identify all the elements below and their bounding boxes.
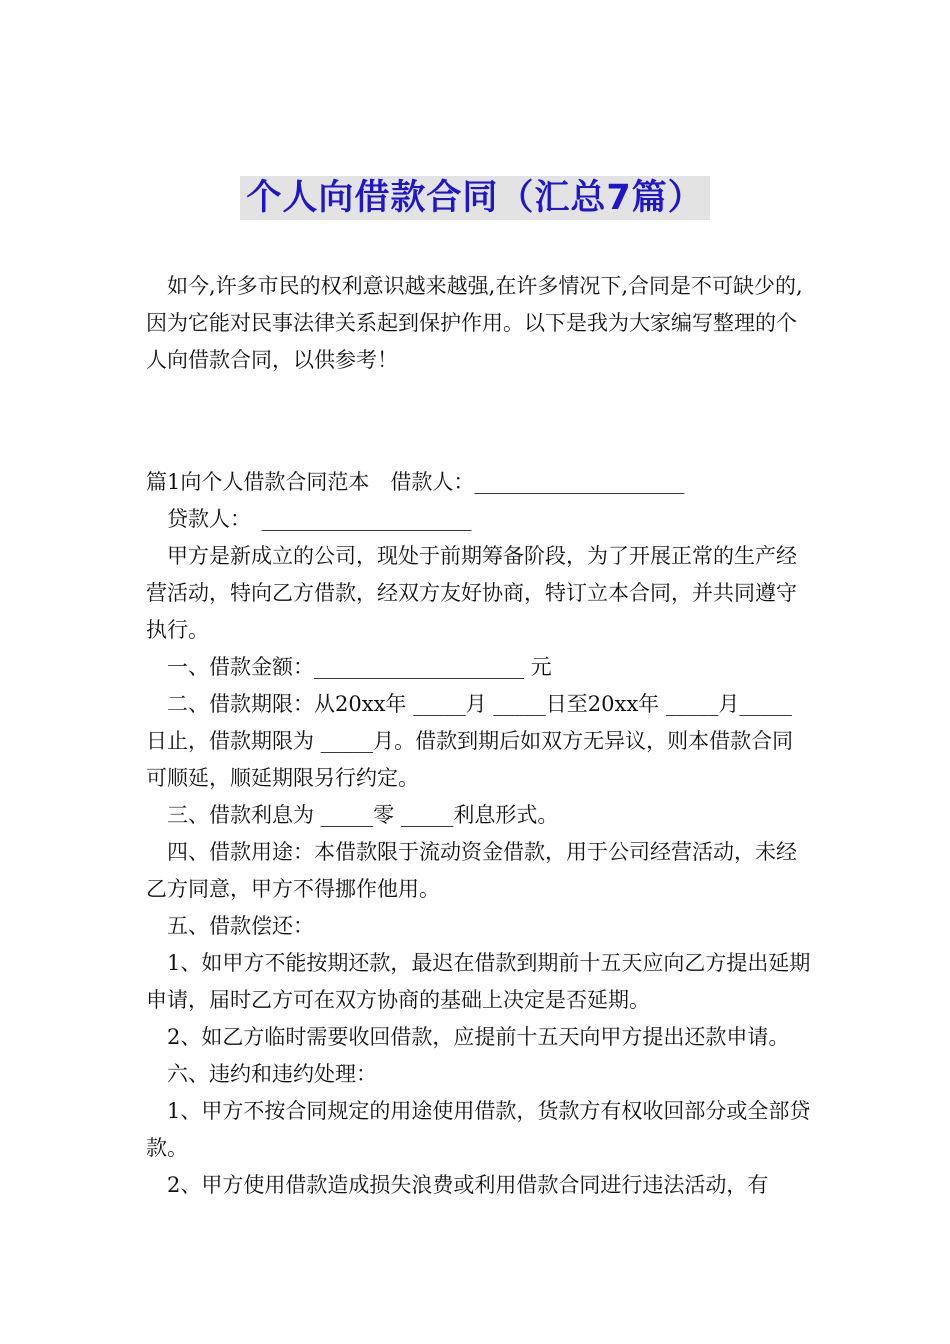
clause-repayment: 五、借款偿还： xyxy=(167,914,314,938)
section-gap xyxy=(146,379,811,464)
clause-breach: 六、违约和违约处理： xyxy=(167,1062,377,1086)
intro-paragraph: 如今,许多市民的权利意识越来越强,在许多情况下,合同是不可缺少的,因为它能对民事法律关系起到保护作用。以下是我为大家编写整理的个人向借款合同，以供参考！ xyxy=(146,274,803,372)
clause-loan-term: 二、借款期限：从20xx年 _____月 _____日至20xx年 _____月_____ 日止，借款期限为 _____月。借款到期后如双方无异议，则本借款合同可顺延，顺延期限另行约定。 xyxy=(146,692,794,790)
document-title: 个人向借款合同（汇总7篇） xyxy=(240,176,709,220)
breach-item-2: 2、甲方使用借款造成损失浪费或利用借款合同进行违法活动，有 xyxy=(167,1173,769,1197)
clause-usage: 四、借款用途：本借款限于流动资金借款，用于公司经营活动，未经乙方同意，甲方不得挪作他用。 xyxy=(146,840,797,901)
breach-item-1: 1、甲方不按合同规定的用途使用借款，货款方有权收回部分或全部贷款。 xyxy=(146,1099,811,1160)
clause-interest: 三、借款利息为 _____零 _____利息形式。 xyxy=(167,803,559,827)
lender-line: 贷款人： ____________________ xyxy=(167,507,472,531)
contract-heading-line: 篇1向个人借款合同范本 借款人：____________________ xyxy=(146,470,685,494)
purpose-paragraph: 甲方是新成立的公司，现处于前期筹备阶段，为了开展正常的生产经营活动，特向乙方借款，经双方友好协商，特订立本合同，并共同遵守执行。 xyxy=(146,544,797,642)
repayment-item-2: 2、如乙方临时需要收回借款，应提前十五天向甲方提出还款申请。 xyxy=(167,1025,790,1049)
repayment-item-1: 1、如甲方不能按期还款，最迟在借款到期前十五天应向乙方提出延期申请，届时乙方可在双方协商的基础上决定是否延期。 xyxy=(146,951,811,1012)
document-body xyxy=(146,268,811,1204)
title-container xyxy=(0,176,950,220)
clause-loan-amount: 一、借款金额：____________________ 元 xyxy=(167,655,552,679)
